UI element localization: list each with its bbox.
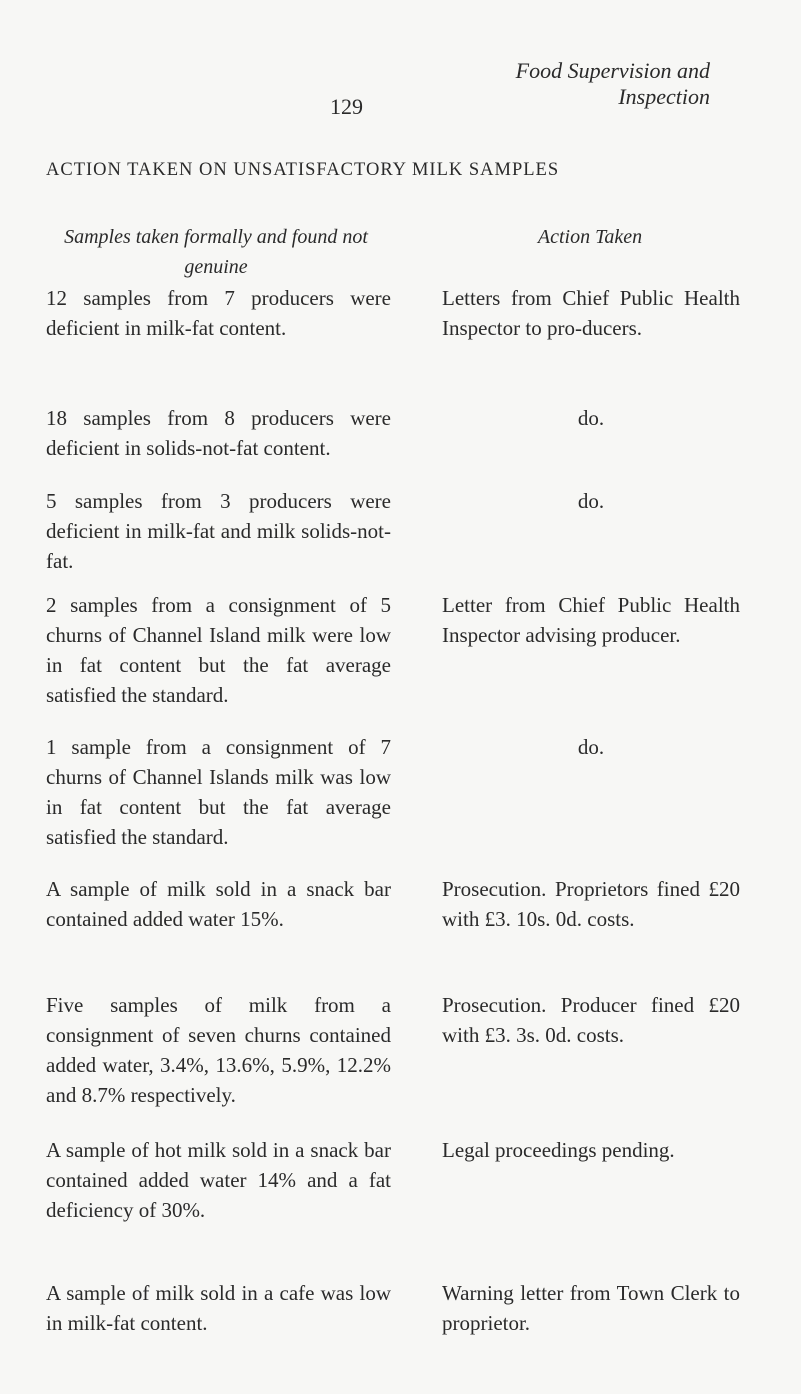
sample-description: 1 sample from a consignment of 7 churns of Channel Islands milk was low in fat content but the fat average satisfied the standard. [46,735,391,849]
sample-description: Five samples of milk from a consignment of seven churns contained added water, 3.4%, 13.6%, 5.9%, 12.2% and 8.7% respectively. [46,993,391,1107]
sample-description: A sample of milk sold in a snack bar contained added water 15%. [46,877,391,931]
column-header-samples: Samples taken formally and found not genuine [64,226,368,278]
action-taken: do. [577,406,605,430]
sample-description: A sample of hot milk sold in a snack bar contained added water 14% and a fat deficiency of 30%. [46,1138,391,1222]
sample-description: A sample of milk sold in a cafe was low in milk-fat content. [46,1281,391,1335]
action-taken: Warning letter from Town Clerk to proprietor. [442,1281,740,1335]
action-taken: Legal proceedings pending. [442,1138,675,1162]
running-head-title: Food Supervision and Inspection [515,58,710,109]
sample-description: 18 samples from 8 producers were deficient in solids-not-fat content. [46,406,391,460]
action-taken: Prosecution. Proprietors fined £20 with £3. 10s. 0d. costs. [442,877,740,931]
column-header-action: Action Taken [537,226,643,248]
action-taken: Prosecution. Producer fined £20 with £3. 3s. 0d. costs. [442,993,740,1047]
sample-description: 5 samples from 3 producers were deficient in milk-fat and milk solids-not-fat. [46,489,391,573]
sample-description: 12 samples from 7 producers were deficient in milk-fat content. [46,286,391,340]
action-taken: Letters from Chief Public Health Inspector to pro-ducers. [442,286,740,340]
action-taken: do. [577,489,605,513]
sample-description: 2 samples from a consignment of 5 churns of Channel Island milk were low in fat content but the fat average satisfied the standard. [46,593,391,707]
page-number: 129 [330,94,363,119]
table-title: ACTION TAKEN ON UNSATISFACTORY MILK SAMPLES [46,160,560,180]
action-taken: Letter from Chief Public Health Inspector advising producer. [442,593,740,647]
action-taken: do. [577,735,605,759]
